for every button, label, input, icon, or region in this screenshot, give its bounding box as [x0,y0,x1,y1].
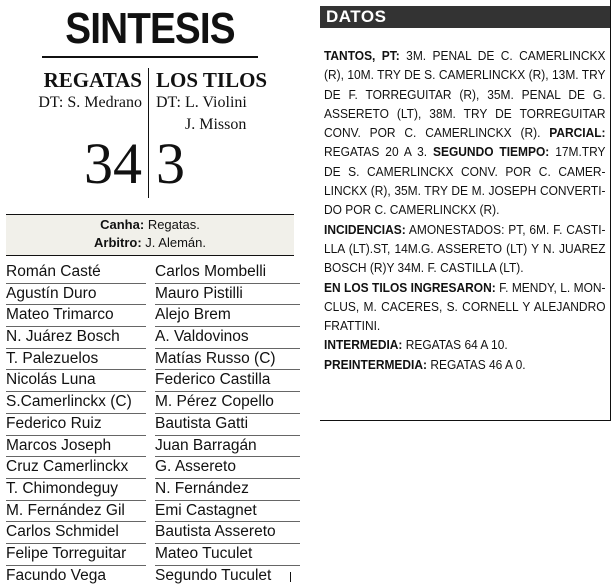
away-coach: DT: L. Violini [156,94,247,111]
score-divider [148,68,149,198]
away-player: A. Valdovinos [155,327,300,349]
away-player: Bautista Gatti [155,414,300,436]
preintermedia-paragraph [324,355,606,374]
datos-header: DATOS [326,7,387,26]
datos-header-bar [320,6,610,28]
home-coach: DT: S. Medrano [38,94,142,111]
home-player: Marcos Joseph [6,436,146,458]
title-divider [42,56,258,58]
home-player: S.Camerlinckx (C) [6,392,146,414]
preintermedia-label: PREINTERMEDIA: [324,356,427,372]
preintermedia-text: REGATAS 46 A 0. [430,356,526,372]
arbitro-row [6,235,294,250]
away-player: M. Pérez Copello [155,392,300,414]
intermedia-label: INTERMEDIA: [324,337,403,353]
away-player: Matías Russo (C) [155,349,300,371]
away-lineup [155,262,300,586]
segundo-label: SEGUNDO TIEMPO: [433,144,550,160]
away-player: Alejo Brem [155,305,300,327]
away-player: Bautista Assereto [155,522,300,544]
arbitro-value: J. Alemán. [145,235,206,250]
ingresaron-label: EN LOS TILOS INGRESARON: [324,279,496,295]
parcial-text: REGATAS 20 A 3. [324,144,428,160]
parcial-label: PARCIAL: [549,125,606,141]
datos-body [324,46,606,374]
away-player: Mauro Pistilli [155,284,300,306]
home-player: Nicolás Luna [6,370,146,392]
tantos-text: 3M. PENAL DE C. CAMERLINCKX (R), 10M. TRY DE S. CAMERLINCKX (R), 13M. TRY DE F. TORREGUITAR (R), 35M. PENAL DE G. ASSERETO (LT), 38M. TRY DE TORREGUITAR CONV. POR C. CAMERLINCKX (R). [324,48,606,141]
canha-row [6,217,294,232]
home-player: Federico Ruiz [6,414,146,436]
page-title: SINTESIS [65,4,235,53]
canha-value: Regatas. [147,217,200,232]
home-player: M. Fernández Gil [6,501,146,523]
scoreboard [0,64,300,204]
tantos-paragraph [324,46,606,220]
incidencias-paragraph [324,220,606,278]
home-player: Carlos Schmidel [6,522,146,544]
away-player: Segundo Tuculet [155,566,272,584]
arbitro-label: Arbitro: [94,235,142,250]
home-player: Agustín Duro [6,284,146,306]
home-player: Mateo Trimarco [6,305,146,327]
incidencias-label: INCIDENCIAS: [324,221,406,237]
home-player: T. Chimondeguy [6,479,146,501]
away-player: Carlos Mombelli [155,262,300,284]
home-team-name: REGATAS [43,68,142,92]
column-edge-mark [290,572,291,582]
home-score: 34 [84,131,142,196]
away-player: Emi Castagnet [155,501,300,523]
away-team-name: LOS TILOS [156,68,268,92]
home-player: Román Casté [6,262,146,284]
home-player: Cruz Camerlinckx [6,457,146,479]
match-info-box [6,214,294,256]
intermedia-text: REGATAS 64 A 10. [405,337,508,353]
incidencias-text: AMONESTADOS: PT, 6M. F. CASTI-LLA (LT).ST, 14M.G. ASSERETO (LT) Y N. JUAREZ BOSCH (R)Y 34M. F. CASTILLA (LT). [324,221,606,276]
home-lineup [6,262,146,586]
home-player: T. Palezuelos [6,349,146,371]
away-player: N. Fernández [155,479,300,501]
away-player: Mateo Tuculet [155,544,300,566]
ingresaron-paragraph [324,278,606,336]
datos-panel [320,0,611,421]
away-player: G. Assereto [155,457,300,479]
away-score: 3 [156,131,185,196]
tantos-label: TANTOS, PT: [324,48,400,63]
away-player: Juan Barragán [155,436,300,458]
segundo-text: 17M.TRY DE S. CAMERLINCKX CONV. POR C. CAMER-LINCKX (R), 35M. TRY DE M. JOSEPH CONVERTI-DO POR C. CAMERLINCKX (R). [324,144,606,218]
home-player: N. Juárez Bosch [6,327,146,349]
away-coach-2: J. Misson [185,116,247,133]
canha-label: Canha: [100,217,145,232]
away-player: Federico Castilla [155,370,300,392]
ingresaron-text: F. MENDY, L. MON-CLUS, M. CACERES, S. CORNELL Y ALEJANDRO FRATTINI. [324,279,606,334]
home-player: Felipe Torreguitar [6,544,146,566]
home-player: Facundo Vega [6,566,106,584]
intermedia-paragraph [324,335,606,354]
sintesis-panel [0,0,300,582]
